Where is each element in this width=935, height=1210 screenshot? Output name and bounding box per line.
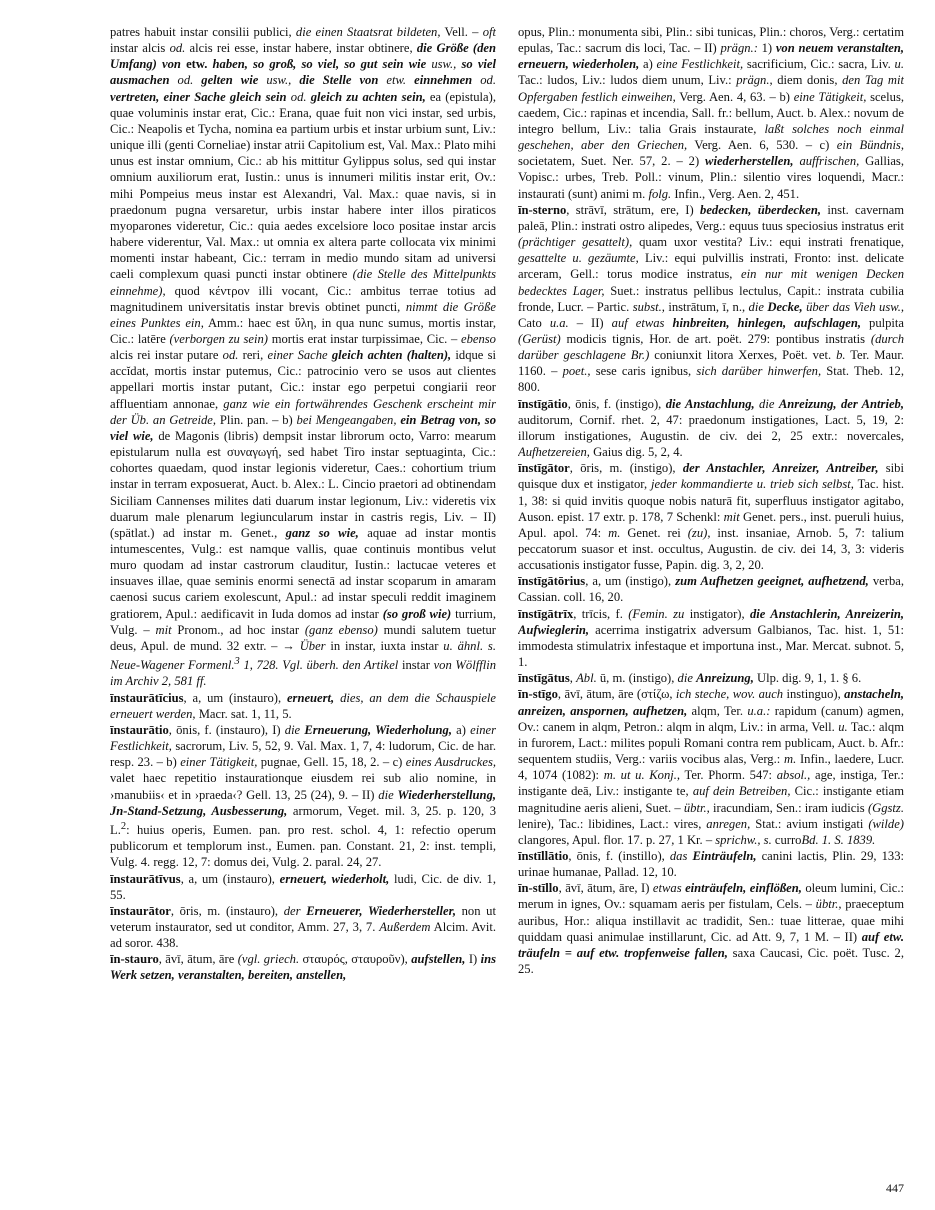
- entry-instigatus: īnstīgātus, Abl. ū, m. (instigo), die Anreizung, Ulp. dig. 9, 1, 1. § 6.: [518, 671, 862, 686]
- entry-in-stauro-continued: opus, Plin.: monumenta sibi, Plin.: sibi tunicas, Plin.: choros, Verg.: certatim epulas, Tac.: sacrum dis loci, Tac. – II) prägn.: 1) von neuem veranstalten, erneuern, wiederholen, a) eine Festlichkeit, sacrificium, Cic.: sacra, Liv. u. Tac.: ludos, Liv.: ludos diem unum, Liv.: prägn., diem donis, den Tag mit Opfergaben festlich einweihen, Verg. Aen. 4, 63. – b) eine Tätigkeit, scelus, caedem, Cic.: rapinas et incendia, Sall. fr.: bellum, Auct. b. Alex.: novum de integro bellum, Liv.: talia Grais instaurate, laßt solches noch einmal geschehen, aber den Griechen, Verg. Aen. 6, 530. – c) ein Bündnis, societatem, Suet. Ner. 57, 2. – 2) wiederherstellen, auffrischen, Gallias, Vopisc.: urbes, Treb. Poll.: vinum, Plin.: silentio vires loquendi, Macr.: instaurati (sunt) animi m. folg. Infin., Verg. Aen. 2, 451.: [518, 25, 904, 201]
- entry-instaurator: īnstaurātor, ōris, m. (instauro), der Erneuerer, Wiederhersteller, non ut veterum instaurator, sed ut conditor, Amm. 27, 3, 7. Außerdem Alcim. Avit. ad soror. 438.: [110, 903, 496, 951]
- right-column: [518, 24, 904, 1184]
- entry-instigatrix: īnstīgātrīx, trīcis, f. (Femin. zu instigator), die Anstachlerin, Anreizerin, Aufwieglerin, acerrima instigatrix adversum Galbianos, Tac. hist. 1, 51: immodesta stimulatrix infestaque et importuna inst., Mar. Mercat. subnot. 5, 1.: [518, 606, 904, 670]
- entry-instaurativus: īnstaurātīvus, a, um (instauro), erneuert, wiederholt, ludi, Cic. de div. 1, 55.: [110, 871, 496, 902]
- entry-instigatorius: īnstīgātōrius, a, um (instigo), zum Aufhetzen geeignet, aufhetzend, verba, Cassian. coll. 16, 20.: [518, 574, 904, 605]
- entry-instauratio: īnstaurātio, ōnis, f. (instauro), I) die Erneuerung, Wiederholung, a) einer Festlichkeit, sacrorum, Liv. 5, 52, 9. Val. Max. 1, 7, 4: ludorum, Cic. de har. resp. 23. – b) einer Tätigkeit, pugnae, Gell. 15, 18, 2. – c) eines Ausdruckes, valet haec repetitio instaurationque eiusdem rei sub alio nomine, in ›manubiis‹ et in ›praeda‹? Gell. 13, 25 (24), 9. – II) die Wiederherstellung, Jn-Stand-Setzung, Ausbesserung, armorum, Veget. mil. 3, 25. p. 120, 3 L.$^2$: huius operis, Eumen. pan. pro rest. schol. 4, 1: refectio operum publicorum et templorum inst., Eumen. pan. Constant. 21, 2: inst. templi, Vulg. 4. regg. 12, 7: domus dei, Vulg. 2. paral. 24, 27.: [110, 722, 496, 870]
- entry-instigatio: īnstīgātio, ōnis, f. (instigo), die Anstachlung, die Anreizung, der Antrieb, auditorum, Cornif. rhet. 2, 47: praedonum instigationes, Lact. 5, 19, 2: illorum instigationes, Augustin. de civ. dei 2, 25 extr.: novercales, Aufhetzereien, Gaius dig. 5, 2, 4.: [518, 396, 904, 460]
- entry-in-sterno: īn-sterno, strāvī, strātum, ere, I) bedecken, überdecken, inst. cavernam paleā, Plin.: instrati ostro alipedes, Verg.: equus tuus speciosius instratus erit (prächtiger gesattelt), quam uxor vestita? Liv.: equi instrati frenatique, gesattelte u. gezäumte, Liv.: equi pulvillis instrati, Fronto: inst. delicate arceram, Gell.: torus modice instratus, ein nur mit wenigen Decken bedecktes Lager, Suet.: instratus pellibus lectulus, Capit.: instrata cubilia fronde, Lucr. – Partic. subst., instrātum, ī, n., die Decke, über das Vieh usw., Cato u.a. – II) auf etwas hinbreiten, hinlegen, aufschlagen, pulpita (Gerüst) modicis tignis, Hor. de art. poët. 279: pontibus instratis (durch darüber geschlagene Br.) coniunxit litora Xerxes, Poët. vet. b. Ter. Maur. 1160. – poet., sese caris ignibus, sich darüber hinwerfen, Stat. Theb. 12, 800.: [518, 202, 904, 395]
- left-column: [110, 24, 496, 1184]
- entry-paragraph: patres habuit instar consilii publici, die einen Staatsrat bildeten, Vell. – oft instar alcis od. alcis rei esse, instar habere, instar obtinere, die Größe (den Umfang) von etw. haben, so groß, so viel, so gut sein wie usw., so viel ausmachen od. gelten wie usw., die Stelle von etw. einnehmen od. vertreten, einer Sache gleich sein od. gleich zu achten sein, ea (epistula), quae voluminis instar erat, Cic.: Erana, quae fuit non vici instar, sed urbis, Cic.: Neapolis et Tycha, nomina ea partium urbis et instar urbium sunt, Liv.: unique illi (genti Corneliae) instar atrii Capitolium est, Val. Max.: Plato mihi unus est instar omnium, Cic.: ab his mittitur Gylippus solus, sed qui instar omnium auxiliorum erat, Iustin.: unus is innumeri militis instar erit, Ov.: mihi Pompeius meus instar est Alexandri, Val. Max.: quae navis, si in praedonum pugna versaretur, urbis instar habere inter illos piraticos myoparones videretur, Cic.: quia aedes excelsiore loco positae instar arcis habere viderentur, Val. Max.: ut omnia ex altera parte collocata vix minimi momenti instar habeant, Cic.: terram in medio mundo sitam ad universi caeli complexum quasi puncti instar obtinere (die Stelle des Mittelpunkts einnehme), quod κέντρον illi vocant, Cic.: ambitus terrae totius ad magnitudinem universitatis instar brevis obtinet puncti, nimmt die Größe eines Punktes ein, Amm.: haec est ὕλη, in qua nunc sumus, mortis instar, Cic.: latēre (verborgen zu sein) mortis erat instar turpissimae, Cic. – ebenso alcis rei instar putare od. reri, einer Sache gleich achten (halten), idque si accĭdat, mortis instar putemus, Cic.: patrocinio vero se usos aut clientes appellari mortis instar putant, Cic.: instar ego perpetui congiarii reor affluentiam annonae, ganz wie ein fortwährendes Geschenk erscheint mir der Üb. an Getreide, Plin. pan. – b) bei Mengeangaben, ein Betrag von, so viel wie, de Magonis (libris) dempsit instar librorum octo, Varro: mearum epistularum nulla est συναγωγή, sed habet Tiro instar septuaginta, Cic.: cohortes quaedam, quod instar legionis videretur, Caes.: cohortium trium instar in terram exposuerat, Auct. b. Alex.: L. Cincio praetori ad obtinendam Siciliam Cannenses milites dati duarum instar legionum, Liv.: videretis vix duarum male plenarum legiuncularum instar in castris regis, Liv. – II) (spätlat.) ad instar m. Genet., ganz so wie, aquae ad instar montis intumescentes, Vulg.: est namque vallis, quae continuis montibus velut muro quodam ad instar castrorum clauditur, Iustin.: lactucae veteres et insuaves illae, quae seminis enormi senectā ad instar scoparum in amaram caenosi sucus cariem exolescunt, Apul.: ad instar speculi reddit imaginem gratiorem, Apul.: aedificavit in Iuda domos ad instar (so groß wie) turrium, Vulg. – mit Pronom., ad hoc instar (ganz ebenso) mundi salutem tuetur deus, Apul. de mund. 32 extr. – → Über in instar, iuxta instar u. ähnl. s. Neue-Wagener Formenl.$^3$ 1, 728. Vgl. überh. den Artikel instar von Wölfflin im Archiv 2, 581 ff.: [110, 25, 496, 689]
- entry-instillatio: īnstīllātio, ōnis, f. (instillo), das Einträufeln, canini lactis, Plin. 29, 133: urinae humanae, Pallad. 12, 10.: [518, 848, 904, 880]
- entry-in-stigo: īn-stīgo, āvī, ātum, āre (στίζω, ich steche, wov. auch instinguo), anstacheln, anreizen, anspornen, aufhetzen, alqm, Ter. u.a.: rapidum (canum) agmen, Ov.: canem in alqm, Petron.: alqm in alqm, Liv.: in arma, Vell. u. Tac.: alqm in furorem, Lact.: milites populi Romani contra rem publicam, Auct. b. Afr.: sequentem studiis, Verg.: variis vocibus alas, Verg.: m. Infin., laedere, Lucr. 4, 1074 (1082): m. ut u. Konj., Ter. Phorm. 547: absol., age, instiga, Ter.: instigante deā, Liv.: instigante te, auf dein Betreiben, Cic.: instigante etiam magnitudine aeris alieni, Suet. – übtr., iracundiam, Sen.: iram iudicis (Ggstz. lenire), Tac.: libidines, Lact.: vires, anregen, Stat.: avium instigati (wilde) clangores, Apul. flor. 17. p. 27, 1 Kr. – sprichw., s. curroBd. 1. S. 1839.: [518, 687, 904, 847]
- entry-in-stauro: īn-stauro, āvī, ātum, āre (vgl. griech. σταυρός, σταυροῦν), aufstellen, I) ins Werk setzen, veranstalten, bereiten, anstellen,: [110, 952, 496, 983]
- entry-instaurāticius: īnstaurātīcius, a, um (instauro), erneuert, dies, an dem die Schauspiele erneuert werden, Macr. sat. 1, 11, 5.: [110, 690, 496, 721]
- page-number: 447: [886, 1181, 904, 1195]
- entry-instigator: īnstīgātor, ōris, m. (instigo), der Anstachler, Anreizer, Antreiber, sibi quisque dux et instigator, jeder kommandierte u. trieb sich selbst, Tac. hist. 1, 38: si quid invitis quoque nobis naturā fit, superfluus instigator agitabo, Auson. epist. 17 extr. p. 178, 7 Schenkl: mit Genet. pers., inst. pueruli huius, Apul. apol. 74: m. Genet. rei (zu), inst. insaniae, Arnob. 5, 7: talium peccatorum suasor et inst. occultus, Augustin. de civ. dei 14, 3, 3: videris accusationis instigator fusse, Papin. dig. 3, 2, 20.: [518, 461, 904, 573]
- entry-in-stillo: īn-stīllo, āvī, ātum, āre, I) etwas einträufeln, einflößen, oleum lumini, Cic.: merum in ignes, Ov.: squamam aeris per fistulam, Cels. – übtr., praeceptum auribus, Hor.: aliqua instillavit ac tradidit, Sen.: tuae litterae, quae mihi quiddam quasi animulae instillarunt, Cic. ad Att. 9, 7, 1 M. – II) auf etw. träufeln = auf etw. tropfenweise fallen, saxa Caucasi, Cic. poët. Tusc. 2, 25.: [518, 881, 904, 977]
